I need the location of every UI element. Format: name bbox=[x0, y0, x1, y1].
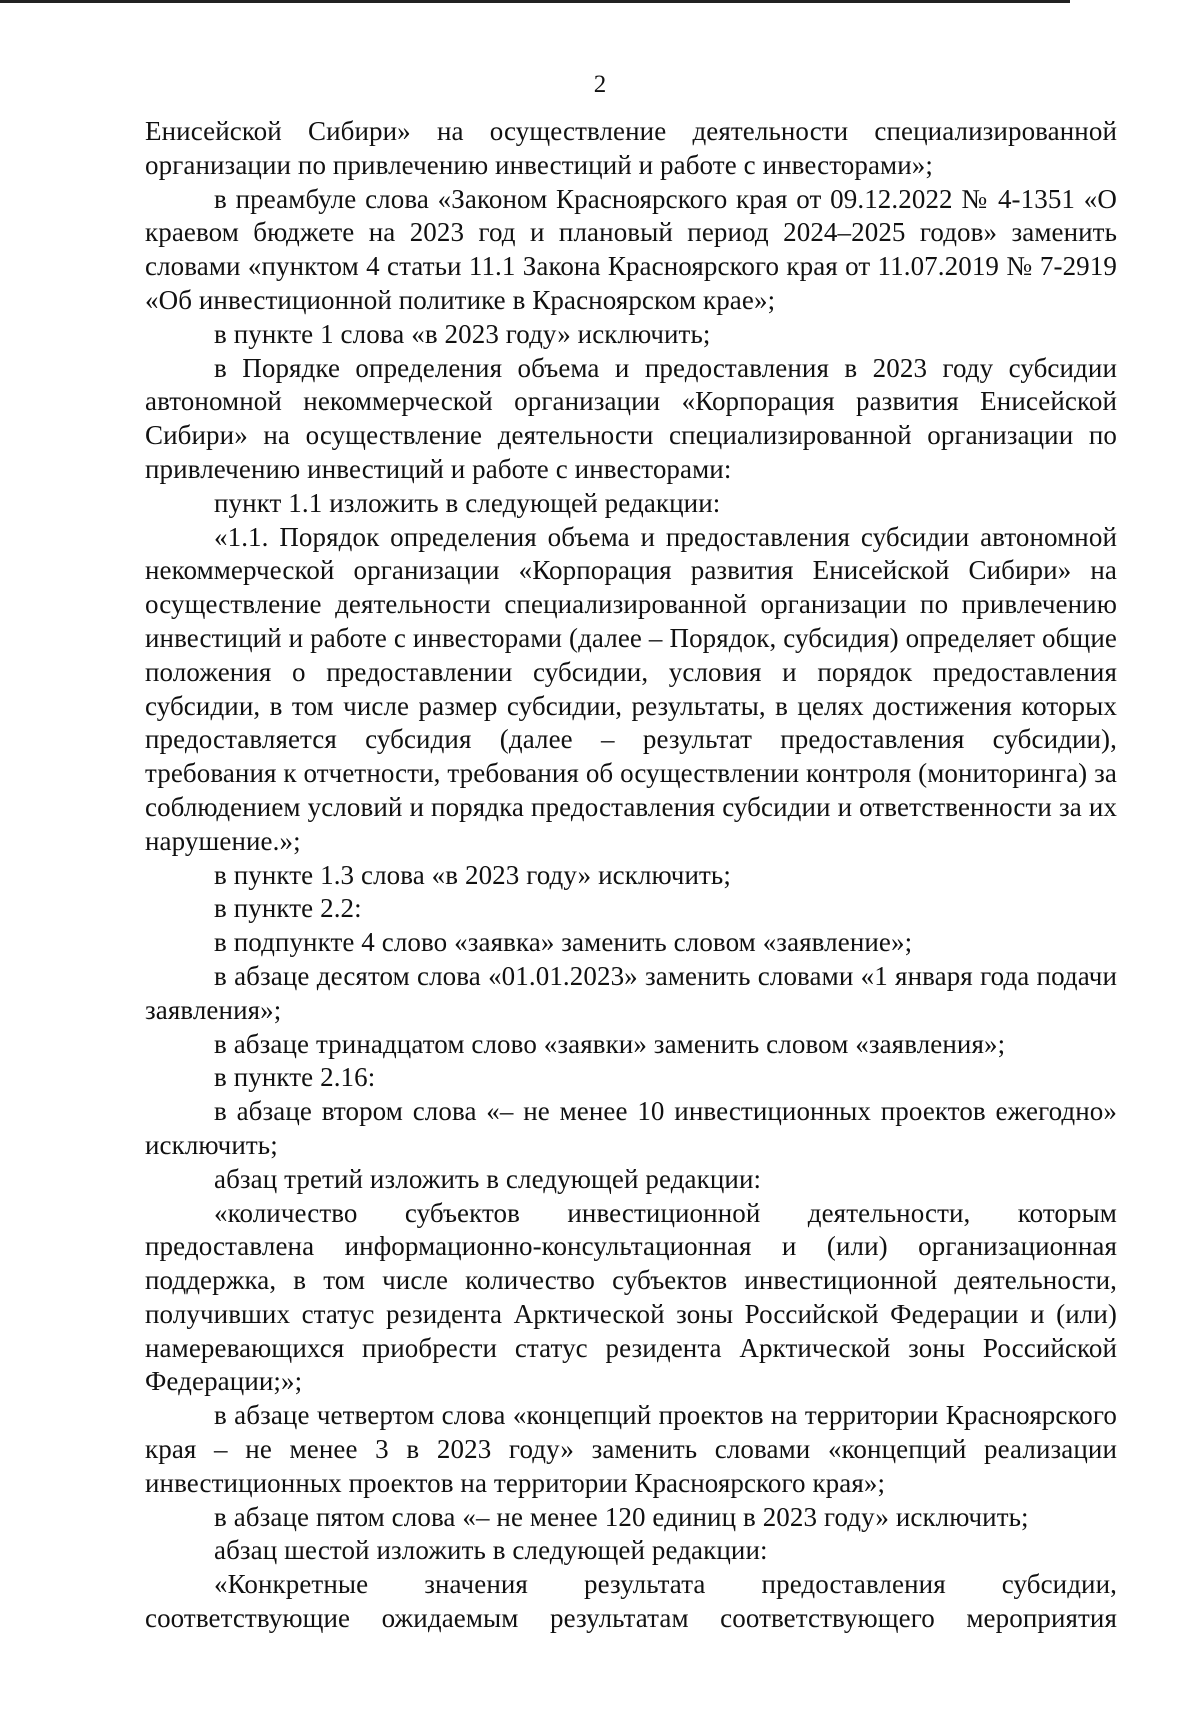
paragraph-point-1-1-text: «1.1. Порядок определения объема и предоставления субсидии автономной некоммерческой организации «Корпорация развития Енисейской Сибири» на осуществление деятельности специализированной организации по привлечению инвестиций и работе с инвесторами (далее – Порядок, субсидия) определяет общие положения о предоставлении субсидии, условия и порядок предоставления субсидии, в том числе размер субсидии, результаты, в целях достижения которых предоставляется субсидия (далее – результат предоставления субсидии), требования к отчетности, требования об осуществлении контроля (мониторинга) за соблюдением условий и порядка предоставления субсидии и ответственности за их нарушение.»; bbox=[145, 521, 1117, 856]
paragraph-abzac-2: в абзаце втором слова «– не менее 10 инвестиционных проектов ежегодно» исключить; bbox=[145, 1096, 1117, 1160]
paragraph-point-1-1-intro: пункт 1.1 изложить в следующей редакции: bbox=[214, 487, 721, 518]
paragraph-abzac-6-intro: абзац шестой изложить в следующей редакции: bbox=[214, 1535, 768, 1566]
paragraph-continuation: Енисейской Сибири» на осуществление деятельности специализированной организации по привлечению инвестиций и работе с инвесторами»; bbox=[145, 116, 1117, 180]
page-number: 2 bbox=[593, 71, 607, 98]
scan-top-edge bbox=[0, 0, 1070, 3]
paragraph-abzac-5: в абзаце пятом слова «– не менее 120 единиц в 2023 году» исключить; bbox=[214, 1501, 1029, 1532]
paragraph-point-1: в пункте 1 слова «в 2023 году» исключить; bbox=[214, 318, 711, 349]
paragraph-abzac-3-intro: абзац третий изложить в следующей редакции: bbox=[214, 1163, 762, 1194]
paragraph-order-intro: в Порядке определения объема и предоставления в 2023 году субсидии автономной некоммерческой организации «Корпорация развития Енисейской Сибири» на осуществление деятельности специализированной организации по привлечению инвестиций и работе с инвесторами: bbox=[145, 352, 1117, 484]
paragraph-preamble-change: в преамбуле слова «Законом Красноярского края от 09.12.2022 № 4-1351 «О краевом бюджете на 2023 год и плановый период 2024–2025 годов» заменить словами «пунктом 4 статьи 11.1 Закона Красноярского края от 11.07.2019 № 7-2919 «Об инвестиционной политике в Красноярском крае»; bbox=[145, 183, 1117, 315]
paragraph-abzac-13: в абзаце тринадцатом слово «заявки» заменить словом «заявления»; bbox=[214, 1028, 1006, 1059]
paragraph-point-2-2: в пункте 2.2: bbox=[214, 893, 362, 924]
paragraph-point-2-16: в пункте 2.16: bbox=[214, 1062, 376, 1093]
paragraph-abzac-6-text: «Конкретные значения результата предоставления субсидии, соответствующие ожидаемым результатам соответствующего мероприятия bbox=[145, 1569, 1117, 1634]
paragraph-point-1-3: в пункте 1.3 слова «в 2023 году» исключить; bbox=[214, 859, 731, 890]
paragraph-abzac-10: в абзаце десятом слова «01.01.2023» заменить словами «1 января года подачи заявления»; bbox=[145, 960, 1117, 1025]
document-body bbox=[145, 115, 1117, 1636]
paragraph-abzac-3-text: «количество субъектов инвестиционной деятельности, которым предоставлена информационно-консультационная и (или) организационная поддержка, в том числе количество субъектов инвестиционной деятельности, получивших статус резидента Арктической зоны Российской Федерации и (или) намеревающихся приобрести статус резидента Арктической зоны Российской Федерации;»; bbox=[145, 1197, 1117, 1397]
paragraph-subpoint-4: в подпункте 4 слово «заявка» заменить словом «заявление»; bbox=[214, 927, 913, 958]
paragraph-abzac-4: в абзаце четвертом слова «концепций проектов на территории Красноярского края – не менее 3 в 2023 году» заменить словами «концепций реализации инвестиционных проектов на территории Красноярского края»; bbox=[145, 1400, 1117, 1498]
